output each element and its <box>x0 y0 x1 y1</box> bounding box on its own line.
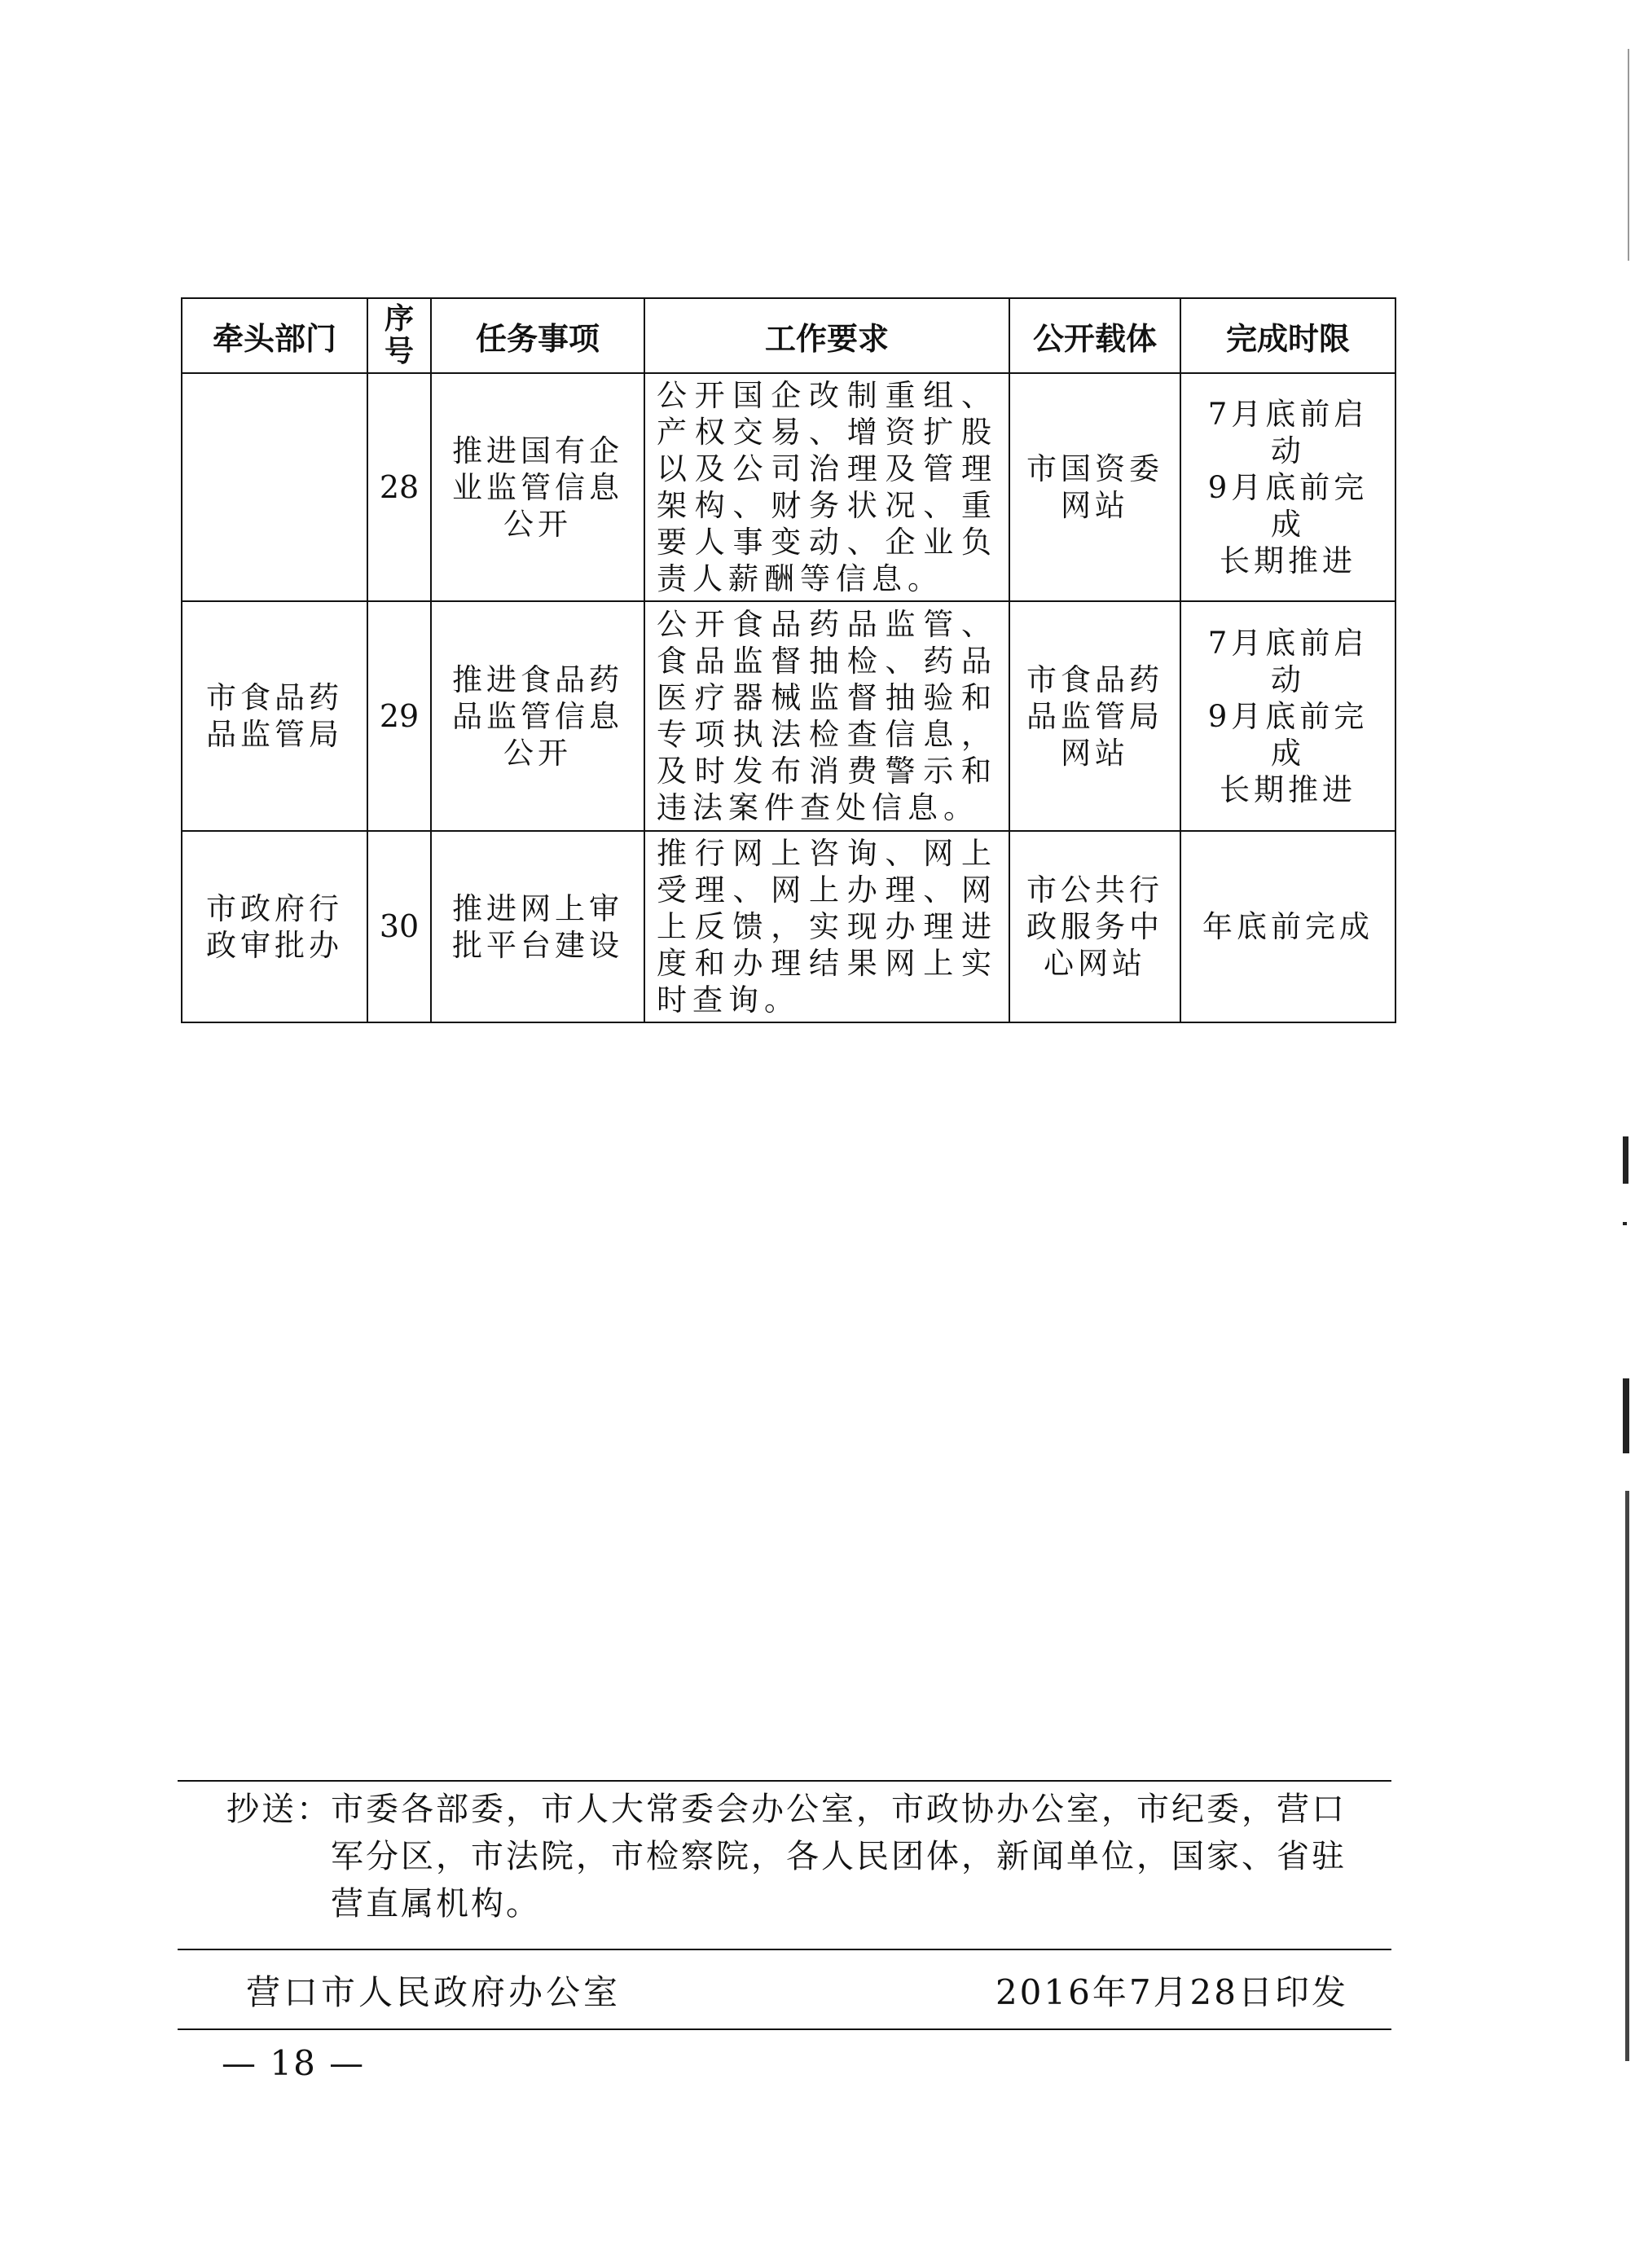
cell-task <box>431 601 644 831</box>
cell-number: 30 <box>367 831 431 1022</box>
cell-number: 29 <box>367 601 431 831</box>
cell-carrier <box>1009 831 1180 1022</box>
cell-deadline <box>1180 601 1395 831</box>
cell-dept <box>182 601 367 831</box>
carrier-line: 品监管局 <box>1026 698 1163 734</box>
task-table <box>181 297 1396 1023</box>
cc-recipients: 市委各部委，市人大常委会办公室，市政协办公室，市纪委，营口军分区，市法院，市检察院，各人民团体，新闻单位，国家、省驻营直属机构。 <box>331 1791 1347 1923</box>
header-deadline: 完成时限 <box>1180 298 1395 373</box>
cc-label: 抄送： <box>226 1791 332 1828</box>
table-row <box>182 831 1395 1022</box>
header-requirement: 工作要求 <box>644 298 1009 373</box>
cell-task <box>431 373 644 601</box>
scan-mark <box>1623 1222 1627 1225</box>
header-dept: 牵头部门 <box>182 298 367 373</box>
table-header-row <box>182 298 1395 373</box>
table-row <box>182 373 1395 601</box>
cell-dept <box>182 373 367 601</box>
task-line: 推进网上审 <box>452 890 623 926</box>
task-line: 公开 <box>503 735 572 771</box>
issue-date: 2016年7月28日印发 <box>995 1972 1348 2012</box>
deadline-line: 9月底前完成 <box>1207 469 1369 542</box>
issuer-name: 营口市人民政府办公室 <box>246 1972 622 2012</box>
header-seq <box>367 298 431 373</box>
carrier-line: 心网站 <box>1044 946 1146 981</box>
carrier-line: 市国资委 <box>1026 451 1163 486</box>
footer-top-rule <box>178 1780 1391 1782</box>
carrier-line: 网站 <box>1061 488 1129 523</box>
cell-requirement: 公开食品药品监管、食品监督抽检、药品医疗器械监督抽验和专项执法检查信息，及时发布消费警示和违法案件查处信息。 <box>644 601 1009 831</box>
cell-requirement: 推行网上咨询、网上受理、网上办理、网上反馈，实现办理进度和办理结果网上实时查询。 <box>644 831 1009 1022</box>
header-seq-bottom: 号 <box>384 335 414 368</box>
cell-dept <box>182 831 367 1022</box>
carrier-line: 网站 <box>1061 735 1129 771</box>
scan-mark <box>1628 49 1629 261</box>
deadline-line: 7月底前启动 <box>1207 396 1369 468</box>
deadline-line: 7月底前启动 <box>1207 625 1369 697</box>
task-line: 推进国有企 <box>452 433 623 468</box>
task-line: 公开 <box>503 506 572 542</box>
scan-mark <box>1623 1136 1628 1184</box>
cell-deadline <box>1180 831 1395 1022</box>
deadline-line: 长期推进 <box>1220 543 1356 578</box>
cell-deadline <box>1180 373 1395 601</box>
carrier-line: 市食品药 <box>1026 662 1163 697</box>
carrier-line: 政服务中 <box>1026 909 1163 944</box>
footer-bottom-rule <box>178 2028 1391 2030</box>
header-carrier: 公开载体 <box>1009 298 1180 373</box>
dept-line: 政审批办 <box>206 927 343 963</box>
footer-middle-rule <box>178 1949 1391 1950</box>
table-row <box>182 601 1395 831</box>
deadline-line: 长期推进 <box>1220 771 1356 807</box>
carrier-line: 市公共行 <box>1026 872 1163 908</box>
scan-mark <box>1623 1378 1629 1453</box>
page-number: — 18 — <box>222 2043 366 2083</box>
header-task: 任务事项 <box>431 298 644 373</box>
task-line: 品监管信息 <box>452 698 623 734</box>
header-seq-top: 序 <box>384 302 414 336</box>
task-line: 业监管信息 <box>452 469 623 505</box>
cell-carrier <box>1009 373 1180 601</box>
scan-mark <box>1625 1491 1629 2061</box>
cell-number: 28 <box>367 373 431 601</box>
cc-block <box>226 1786 1367 1927</box>
deadline-line: 9月底前完成 <box>1207 698 1369 771</box>
cell-carrier <box>1009 601 1180 831</box>
task-line: 批平台建设 <box>452 927 623 963</box>
deadline-line: 年底前完成 <box>1202 909 1373 944</box>
cell-task <box>431 831 644 1022</box>
dept-line: 市食品药 <box>206 680 343 715</box>
task-line: 推进食品药 <box>452 662 623 697</box>
cell-requirement: 公开国企改制重组、产权交易、增资扩股以及公司治理及管理架构、财务状况、重要人事变动、企业负责人薪酬等信息。 <box>644 373 1009 601</box>
dept-line: 品监管局 <box>206 717 343 752</box>
dept-line: 市政府行 <box>206 890 343 926</box>
